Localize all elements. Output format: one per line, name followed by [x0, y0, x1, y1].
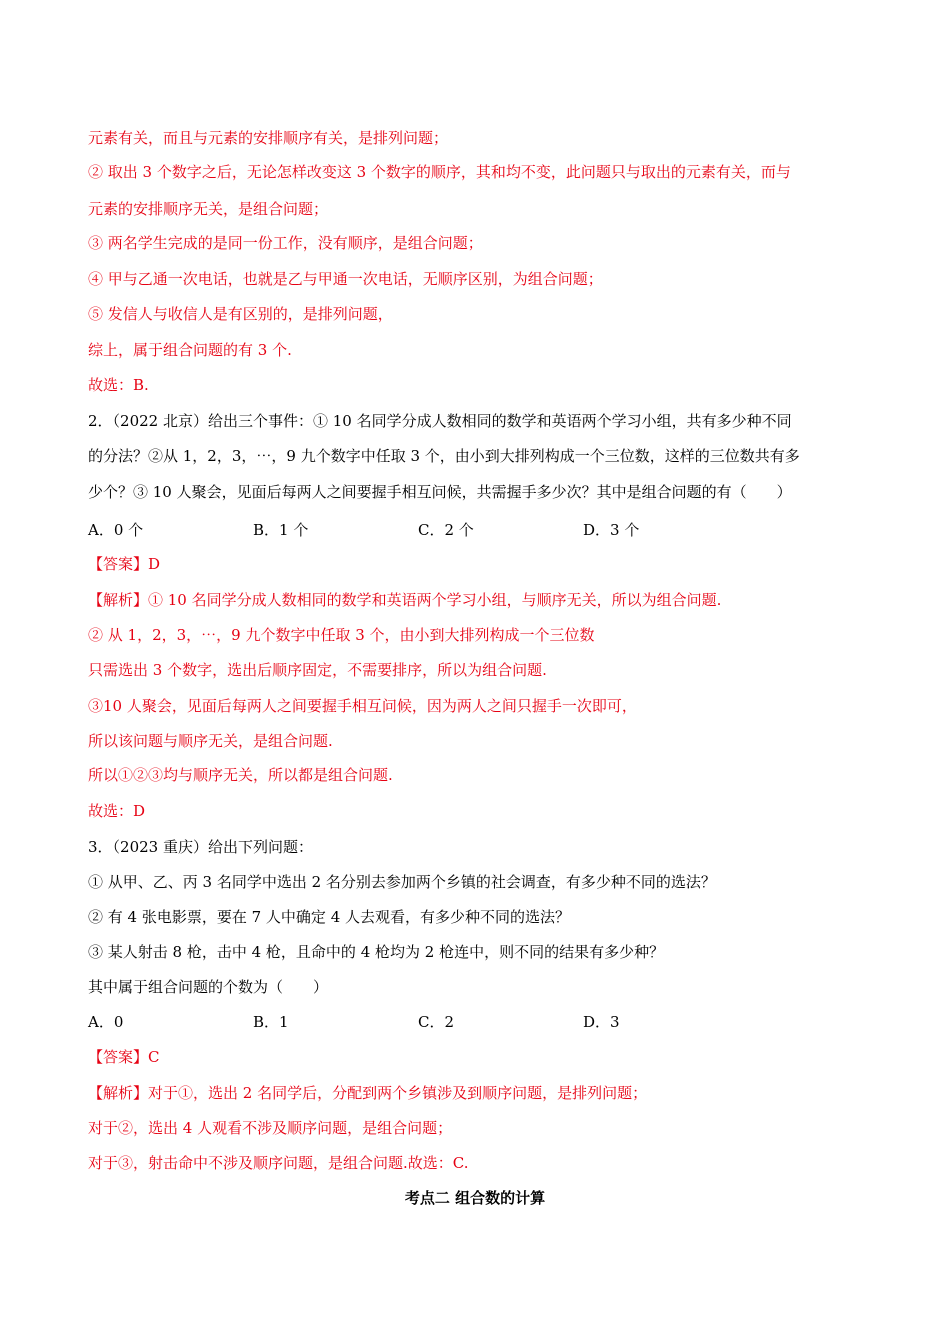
explanation-line: 对于②，选出 4 人观看不涉及顺序问题，是组合问题；: [88, 1119, 453, 1137]
question-3-text: 其中属于组合问题的个数为（ ）: [88, 978, 329, 996]
solution-line: ④ 甲与乙通一次电话，也就是乙与甲通一次电话，无顺序区别，为组合问题；: [88, 270, 603, 288]
solution-line: 元素有关，而且与元素的安排顺序有关，是排列问题；: [88, 129, 449, 147]
solution-line: 故选：B.: [88, 376, 149, 394]
explanation-line: 所以该问题与顺序无关，是组合问题.: [88, 732, 333, 750]
option-b: B．1 个: [253, 521, 309, 539]
explanation-line: 只需选出 3 个数字，选出后顺序固定，不需要排序，所以为组合问题.: [88, 661, 547, 679]
question-2-text: 2．（2022 北京）给出三个事件：① 10 名同学分成人数相同的数学和英语两个学习小组，共有多少种不同: [88, 412, 792, 430]
explanation-line: 【解析】对于①，选出 2 名同学后，分配到两个乡镇涉及到顺序问题，是排列问题；: [88, 1084, 648, 1102]
option-c: C．2: [418, 1013, 455, 1031]
question-2-text: 少个？③ 10 人聚会，见面后每两人之间要握手相互问候，共需握手多少次？其中是组合问题的有（ ）: [88, 483, 792, 501]
option-a: A．0: [88, 1013, 124, 1031]
option-a: A．0 个: [88, 521, 144, 539]
solution-line: ⑤ 发信人与收信人是有区别的，是排列问题，: [88, 305, 393, 323]
explanation-line: 【解析】① 10 名同学分成人数相同的数学和英语两个学习小组，与顺序无关，所以为组合问题.: [88, 591, 722, 609]
explanation-line: ② 从 1，2，3，⋯，9 九个数字中任取 3 个，由小到大排列构成一个三位数: [88, 626, 595, 644]
explanation-line: 对于③，射击命中不涉及顺序问题，是组合问题.故选：C.: [88, 1154, 469, 1172]
section-heading: 考点二 组合数的计算: [404, 1189, 546, 1207]
option-d: D．3: [583, 1013, 620, 1031]
solution-line: ② 取出 3 个数字之后，无论怎样改变这 3 个数字的顺序，其和均不变，此问题只与取出的元素有关，而与: [88, 163, 791, 181]
option-d: D．3 个: [583, 521, 640, 539]
question-3-text: ② 有 4 张电影票，要在 7 人中确定 4 人去观看，有多少种不同的选法？: [88, 908, 571, 926]
option-b: B．1: [253, 1013, 289, 1031]
question-3-text: 3．（2023 重庆）给出下列问题：: [88, 838, 313, 856]
question-2-text: 的分法？②从 1，2，3，⋯，9 九个数字中任取 3 个，由小到大排列构成一个三位数，这样的三位数共有多: [88, 447, 800, 465]
question-3-text: ① 从甲、乙、丙 3 名同学中选出 2 名分别去参加两个乡镇的社会调查，有多少种不同的选法？: [88, 873, 716, 891]
solution-line: ③ 两名学生完成的是同一份工作，没有顺序，是组合问题；: [88, 234, 483, 252]
answer-line: 【答案】C: [88, 1048, 160, 1066]
answer-line: 【答案】D: [88, 555, 161, 573]
option-c: C．2 个: [418, 521, 474, 539]
question-3-text: ③ 某人射击 8 枪，击中 4 枪，且命中的 4 枪均为 2 枪连中，则不同的结果有多少种？: [88, 943, 665, 961]
explanation-line: ③10 人聚会，见面后每两人之间要握手相互问候，因为两人之间只握手一次即可，: [88, 697, 637, 715]
explanation-line: 所以①②③均与顺序无关，所以都是组合问题.: [88, 766, 393, 784]
solution-line: 元素的安排顺序无关，是组合问题；: [88, 200, 329, 218]
solution-line: 综上，属于组合问题的有 3 个.: [88, 341, 292, 359]
explanation-line: 故选：D: [88, 802, 146, 820]
